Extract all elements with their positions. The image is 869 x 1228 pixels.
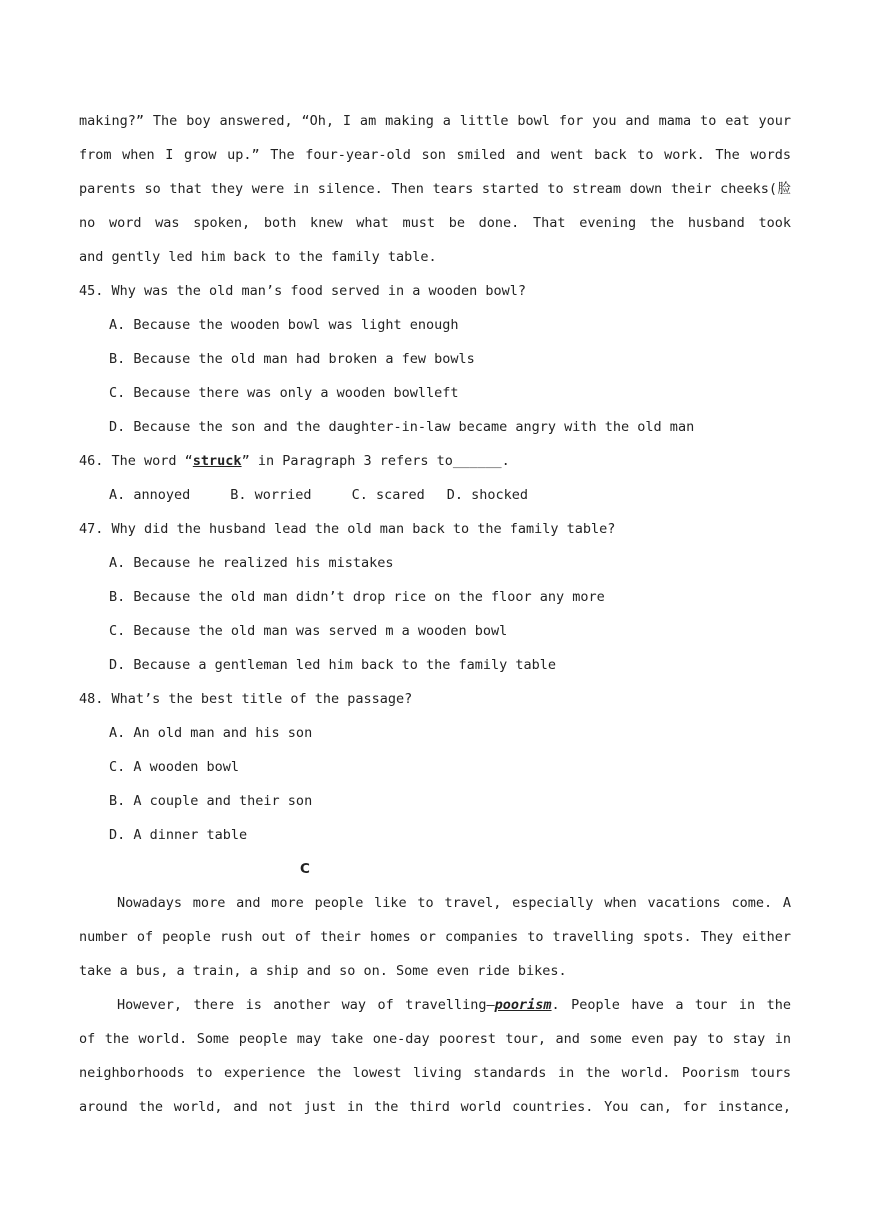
passage-line: no word was spoken, both knew what must be done. That evening the husband took bbox=[79, 215, 791, 231]
question-45-option-c: C. Because there was only a wooden bowlleft bbox=[109, 385, 459, 401]
question-48-option-c: C. A wooden bowl bbox=[109, 759, 240, 775]
question-46-options bbox=[79, 478, 791, 512]
question-47-option-b: B. Because the old man didn’t drop rice on the floor any more bbox=[109, 589, 605, 605]
question-45-option-b: B. Because the old man had broken a few bowls bbox=[109, 351, 475, 367]
passage-line: around the world, and not just in the third world countries. You can, for instance, bbox=[79, 1099, 791, 1115]
section-heading-c: C bbox=[300, 861, 310, 877]
question-45-option-a: A. Because the wooden bowl was light enough bbox=[109, 317, 459, 333]
passage-text: . People have a tour in the bbox=[551, 997, 791, 1013]
keyword-struck: struck bbox=[192, 453, 242, 469]
question-46-option-a: A. annoyed bbox=[109, 487, 191, 503]
document-page bbox=[79, 104, 791, 1124]
passage-line: number of people rush out of their homes or companies to travelling spots. They either bbox=[79, 929, 791, 945]
passage-line: making?” The boy answered, “Oh, I am making a little bowl for you and mama to eat your bbox=[79, 113, 791, 129]
keyword-poorism: poorism bbox=[494, 997, 552, 1013]
question-45-option-d: D. Because the son and the daughter-in-law became angry with the old man bbox=[109, 419, 695, 435]
passage-line bbox=[79, 138, 791, 172]
question-48-stem: 48. What’s the best title of the passage? bbox=[79, 691, 413, 707]
question-text: ” in Paragraph 3 refers to______. bbox=[241, 453, 510, 469]
passage-line: neighborhoods to experience the lowest living standards in the world. Poorism tours bbox=[79, 1065, 791, 1081]
passage-line: parents so that they were in silence. Then tears started to stream down their cheeks(脸 bbox=[79, 181, 791, 197]
question-47-stem: 47. Why did the husband lead the old man back to the family table? bbox=[79, 521, 616, 537]
question-46-option-d: D. shocked bbox=[446, 487, 528, 503]
question-46-stem bbox=[79, 444, 791, 478]
passage-text: However, there is another way of travelling— bbox=[117, 997, 495, 1013]
question-47-option-d: D. Because a gentleman led him back to the family table bbox=[109, 657, 557, 673]
question-46-option-c: C. scared bbox=[351, 487, 425, 503]
question-48-option-b: B. A couple and their son bbox=[109, 793, 313, 809]
passage-line: take a bus, a train, a ship and so on. Some even ride bikes. bbox=[79, 963, 567, 979]
question-48-option-d: D. A dinner table bbox=[109, 827, 248, 843]
passage-line bbox=[79, 988, 791, 1022]
question-47-option-a: A. Because he realized his mistakes bbox=[109, 555, 394, 571]
question-45-stem: 45. Why was the old man’s food served in a wooden bowl? bbox=[79, 283, 527, 299]
passage-line: and gently led him back to the family table. bbox=[79, 249, 437, 265]
question-text: 46. The word “ bbox=[79, 453, 193, 469]
passage-line: Nowadays more and more people like to travel, especially when vacations come. A bbox=[117, 895, 791, 911]
question-48-option-a: A. An old man and his son bbox=[109, 725, 313, 741]
passage-text: from when I grow up.” The four-year-old son smiled and went back to work. The words bbox=[79, 147, 791, 163]
passage-line: of the world. Some people may take one-day poorest tour, and some even pay to stay in bbox=[79, 1031, 791, 1047]
question-46-option-b: B. worried bbox=[230, 487, 312, 503]
question-47-option-c: C. Because the old man was served m a wooden bowl bbox=[109, 623, 508, 639]
